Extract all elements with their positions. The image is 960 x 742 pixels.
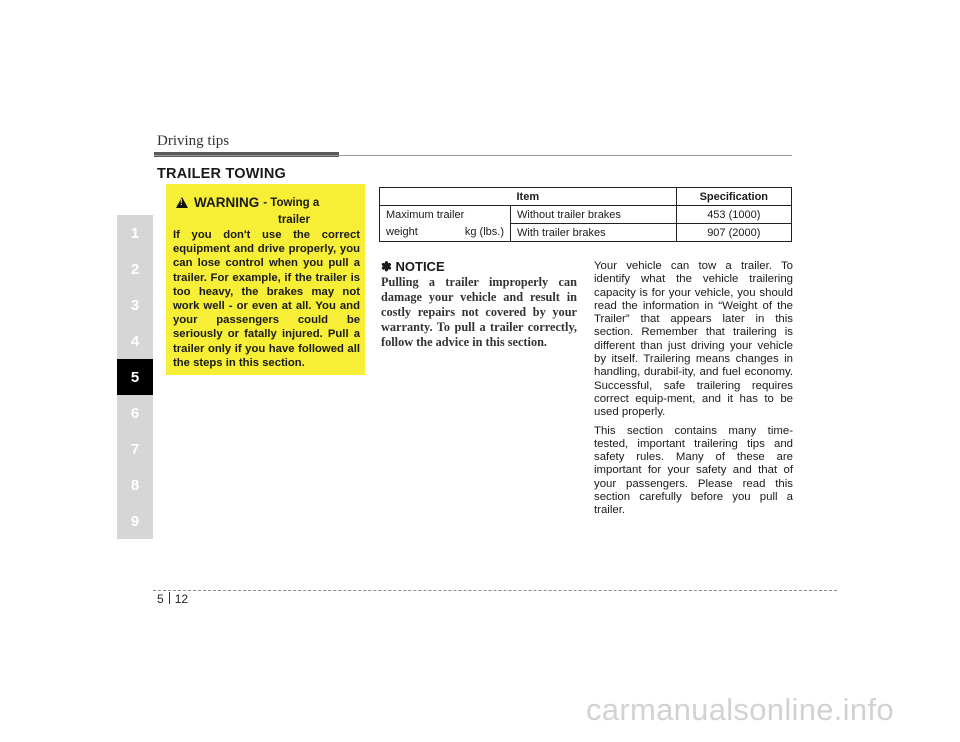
chapter-tab-7[interactable]: 7 bbox=[117, 431, 153, 467]
chapter-tab-3[interactable]: 3 bbox=[117, 287, 153, 323]
chapter-tab-1[interactable]: 1 bbox=[117, 215, 153, 251]
page-number bbox=[157, 592, 188, 606]
spec-row-label: Maximum trailer bbox=[380, 206, 511, 224]
spec-label-weight: weight bbox=[386, 226, 418, 239]
footer-rule bbox=[153, 590, 837, 591]
header-rule bbox=[154, 155, 792, 156]
spec-condition: Without trailer brakes bbox=[511, 206, 677, 224]
body-text-column bbox=[594, 260, 793, 523]
spec-value: 453 (1000) bbox=[676, 206, 791, 224]
warning-subtitle-cont: trailer bbox=[278, 214, 310, 226]
page-separator bbox=[169, 592, 170, 604]
chapter-tab-2[interactable]: 2 bbox=[117, 251, 153, 287]
warning-word: WARNING bbox=[194, 195, 260, 210]
header-title: Driving tips bbox=[157, 133, 230, 149]
notice-title: ✽ NOTICE bbox=[381, 259, 445, 274]
body-paragraph-2: This section contains many time-tested, important trailering tips and safety rules. Many of these are important for your safety and that of your passengers. Please read this section carefully before you pull a trailer. bbox=[594, 424, 793, 517]
spec-row-label-unit bbox=[380, 224, 511, 242]
page-chapter: 5 bbox=[157, 592, 164, 606]
warning-heading bbox=[176, 195, 319, 210]
spec-label-unit: kg (lbs.) bbox=[464, 226, 504, 239]
warning-subtitle: - Towing a bbox=[263, 197, 320, 209]
warning-box bbox=[166, 184, 365, 375]
page-index: 12 bbox=[174, 592, 189, 606]
watermark: carmanualsonline.info bbox=[586, 692, 894, 727]
spec-value: 907 (2000) bbox=[676, 224, 791, 242]
spec-condition: With trailer brakes bbox=[511, 224, 677, 242]
notice-text: Pulling a trailer improperly can damage your vehicle and result in costly repairs not covered by your warranty. To pull a trailer correctly, follow the advice in this section. bbox=[381, 275, 577, 349]
chapter-tab-6[interactable]: 6 bbox=[117, 395, 153, 431]
body-paragraph-1: Your vehicle can tow a trailer. To identify what the vehicle trailering capacity is for your vehicle, you should read the information in “Weight of the Trailer” that appears later in this section. Remember that trailering is different than just driving your vehicle by itself. Trailering means changes in handling, durabil-ity, and fuel economy. Successful, safe trailering requires correct equip-ment, and it has to be used properly. bbox=[594, 260, 793, 419]
chapter-tab-4[interactable]: 4 bbox=[117, 323, 153, 359]
spec-header-item: Item bbox=[380, 188, 677, 206]
chapter-index bbox=[117, 215, 153, 539]
warning-text: If you don't use the correct equipment and drive properly, you can lose control when you pull a trailer. For example, if the trailer is too heavy, the brakes may not work well - or even at all. You and your passengers could be seriously or fatally injured. Pull a trailer only if you have followed all the steps in this section. bbox=[173, 229, 360, 369]
chapter-tab-9[interactable]: 9 bbox=[117, 503, 153, 539]
warning-triangle-icon bbox=[176, 197, 188, 208]
section-title: TRAILER TOWING bbox=[157, 166, 286, 182]
spec-header-specification: Specification bbox=[676, 188, 791, 206]
chapter-tab-8[interactable]: 8 bbox=[117, 467, 153, 503]
spec-table bbox=[379, 187, 792, 242]
chapter-tab-5[interactable]: 5 bbox=[117, 359, 153, 395]
